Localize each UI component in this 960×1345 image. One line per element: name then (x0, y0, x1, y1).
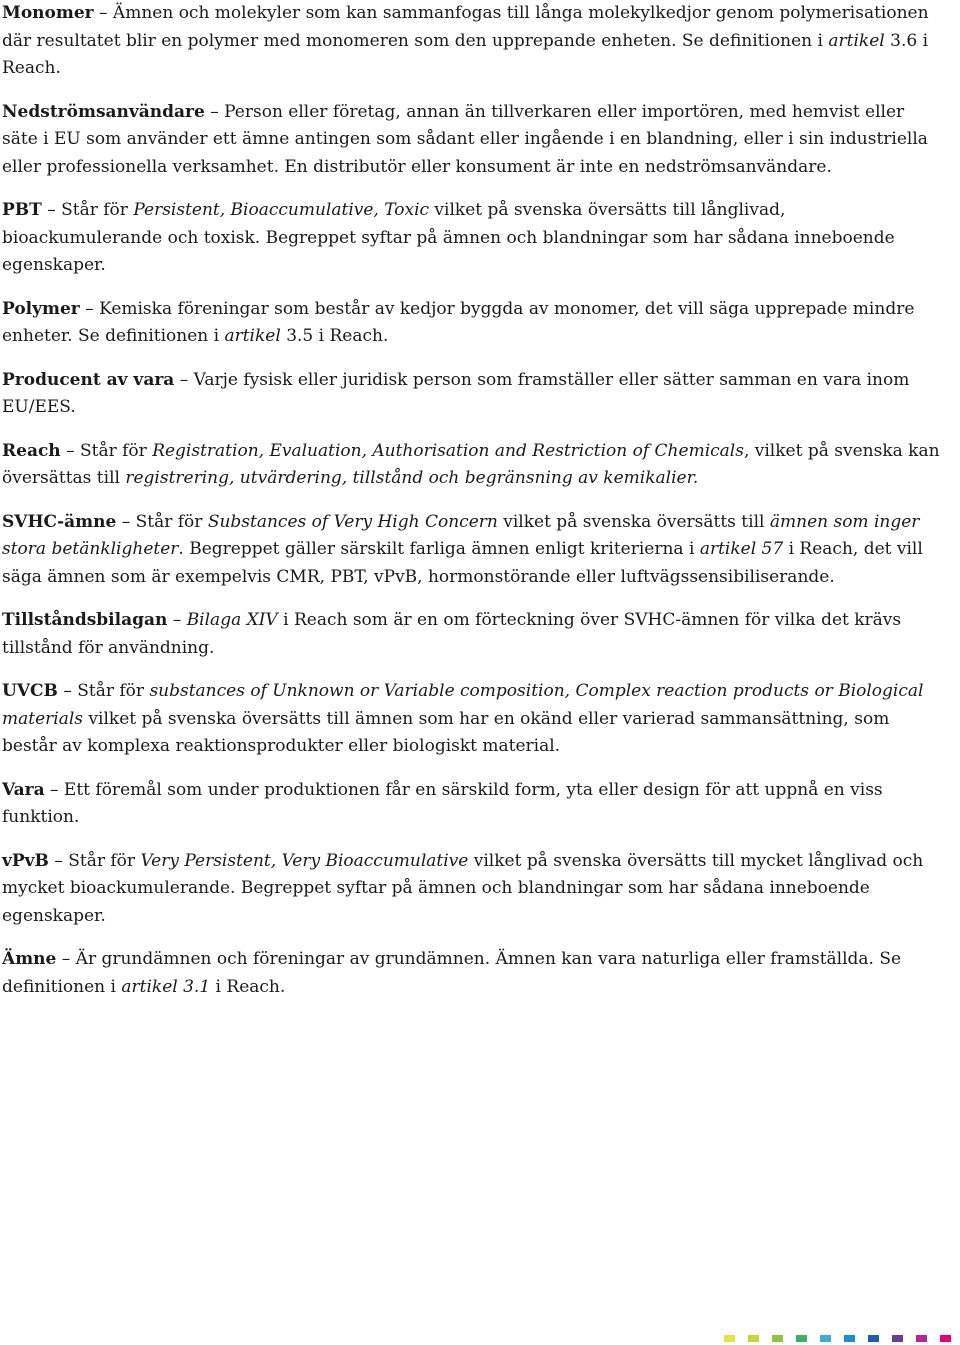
italic-text: artikel (828, 30, 885, 51)
italic-text: registrering, utvärdering, tillstånd och begränsning av kemikalier. (125, 468, 699, 488)
glossary-term: PBT (2, 200, 42, 220)
definition-text: – Person eller företag, annan än tillverkaren eller importören, med hemvist eller säte i EU som använder ett ämne antingen som sådant eller ingående i en blandning, eller i sin industriella eller professionella verksamhet. En distributör eller konsument är inte en nedströmsanvändare. (2, 101, 928, 177)
glossary-term: SVHC-ämne (2, 511, 117, 532)
italic-text: Bilaga XIV (186, 610, 278, 630)
footer-square (820, 1335, 831, 1342)
glossary-term: Monomer (2, 3, 94, 23)
definition-text: . Begreppet gäller särskilt farliga ämnen enligt kriterierna i (178, 539, 700, 559)
glossary-term: Ämne (2, 949, 57, 969)
glossary-term: Nedströmsanvändare (2, 101, 205, 122)
glossary-entry-producent-av-vara (2, 367, 942, 422)
definition-text: vilket på svenska översätts till (497, 511, 770, 532)
definition-text: – Står för (60, 440, 153, 461)
glossary-content (2, 0, 942, 1017)
definition-text: – Står för (116, 511, 208, 532)
definition-text: vilket på svenska översätts till ämnen som har en okänd eller varierad sammansättning, som består av komplexa reaktionsprodukter eller biologiskt material. (2, 708, 890, 756)
italic-text: artikel 3.1 (121, 976, 211, 997)
definition-text: – Varje fysisk eller juridisk person som framställer eller sätter samman en vara inom EU/EES. (2, 369, 910, 417)
italic-text: Very Persistent, Very Bioaccumulative (140, 850, 469, 871)
definition-text: – Är grundämnen och föreningar av grundämnen. Ämnen kan vara naturliga eller framställda. Se definitionen i (2, 949, 902, 997)
italic-text: Persistent, Bioaccumulative, Toxic (133, 200, 430, 220)
italic-text: Substances of Very High Concern (207, 511, 498, 532)
definition-text: , vilket på svenska kan översättas till (2, 440, 940, 488)
footer-square (724, 1335, 735, 1342)
glossary-term: Reach (2, 440, 61, 461)
glossary-entry-polymer (2, 296, 942, 351)
glossary-entry-reach (2, 438, 942, 493)
footer-square (916, 1335, 927, 1342)
definition-text: – Ämnen och molekyler som kan sammanfogas till långa molekylkedjor genom polymerisationen där resultatet blir en polymer med monomeren som den upprepande enheten. Se definitionen i (2, 3, 929, 51)
definition-text: – Står för (57, 681, 150, 701)
glossary-term: Tillståndsbilagan (2, 610, 168, 630)
italic-text: artikel (224, 326, 281, 346)
footer-square (772, 1335, 783, 1342)
footer-square (892, 1335, 903, 1342)
footer-square (796, 1335, 807, 1342)
glossary-entry-nedstromsanvandare (2, 99, 942, 182)
glossary-term: vPvB (2, 850, 49, 871)
glossary-entry-svhc-amne (2, 509, 942, 592)
glossary-term: Vara (2, 779, 45, 800)
glossary-entry-vpvb (2, 848, 942, 931)
footer-square (868, 1335, 879, 1342)
footer-square (844, 1335, 855, 1342)
definition-text: i Reach. (210, 976, 286, 997)
definition-text: i Reach som är en om förteckning över SVHC-ämnen för vilka det krävs tillstånd för användning. (2, 610, 902, 658)
definition-text: vilket på svenska översätts till mycket långlivad och mycket bioackumulerande. Begreppet syftar på ämnen och blandningar som har sådana inneboende egenskaper. (2, 850, 924, 926)
italic-text: Registration, Evaluation, Authorisation and Restriction of Chemicals (152, 440, 744, 461)
definition-text: – Står för (48, 850, 141, 871)
definition-text: – Ett föremål som under produktionen får en särskild form, yta eller design för att uppnå en viss funktion. (2, 779, 883, 827)
definition-text: 3.5 i Reach. (280, 326, 389, 346)
definition-text: – Står för (41, 200, 134, 220)
footer-square (940, 1335, 951, 1342)
glossary-entry-amne (2, 946, 942, 1001)
definition-text: 3.6 i Reach. (2, 30, 929, 78)
italic-text: ämnen som inger stora betänkligheter (2, 511, 920, 559)
glossary-entry-pbt (2, 197, 942, 280)
definition-text: – Kemiska föreningar som består av kedjor byggda av monomer, det vill säga upprepade mindre enheter. Se definitionen i (2, 298, 915, 346)
glossary-entry-monomer (2, 0, 942, 83)
footer-square (748, 1335, 759, 1342)
glossary-term: Polymer (2, 298, 80, 319)
italic-text: substances of Unknown or Variable composition, Complex reaction products or Biological materials (2, 681, 924, 729)
glossary-entry-uvcb (2, 678, 942, 761)
glossary-term: Producent av vara (2, 369, 175, 390)
definition-text: vilket på svenska översätts till långlivad, bioackumulerande och toxisk. Begreppet syftar på ämnen och blandningar som har sådana inneboende egenskaper. (2, 200, 895, 275)
glossary-entry-tillstandsbilagan (2, 607, 942, 662)
italic-text: artikel 57 (699, 539, 784, 559)
glossary-entry-vara (2, 777, 942, 832)
definition-text: – (167, 610, 187, 630)
glossary-term: UVCB (2, 681, 58, 701)
definition-text: i Reach, det vill säga ämnen som är exempelvis CMR, PBT, vPvB, hormonstörande eller luftvägssensibiliserande. (2, 539, 923, 587)
